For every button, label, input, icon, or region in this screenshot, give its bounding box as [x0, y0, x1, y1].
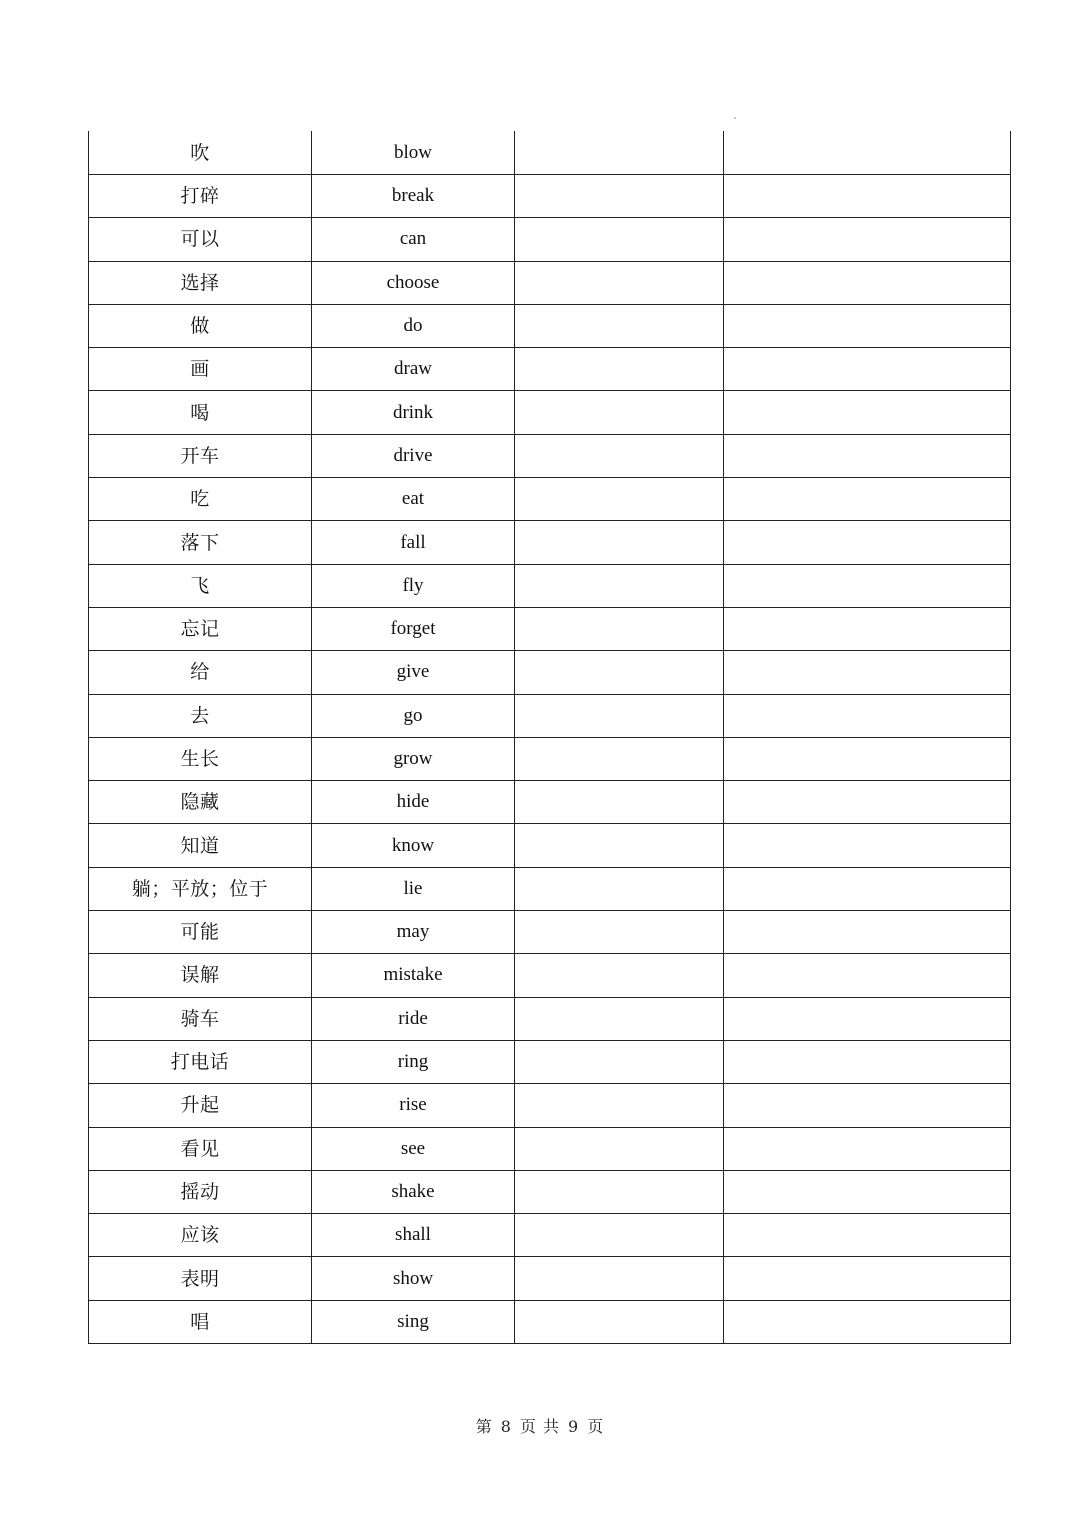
chinese-meaning-cell: 隐藏 [89, 781, 312, 824]
blank-answer-cell-participle[interactable] [724, 911, 1011, 954]
blank-answer-cell-past[interactable] [515, 1084, 724, 1127]
blank-answer-cell-past[interactable] [515, 261, 724, 304]
table-row [89, 911, 1011, 954]
table-row [89, 824, 1011, 867]
english-verb-cell: lie [312, 867, 515, 910]
chinese-meaning-cell: 打电话 [89, 1040, 312, 1083]
table-row [89, 867, 1011, 910]
english-verb-cell: ride [312, 997, 515, 1040]
table-row [89, 1127, 1011, 1170]
table-row [89, 781, 1011, 824]
chinese-meaning-cell: 应该 [89, 1214, 312, 1257]
english-verb-cell: rise [312, 1084, 515, 1127]
english-verb-cell: shake [312, 1170, 515, 1213]
table-row [89, 1084, 1011, 1127]
blank-answer-cell-participle[interactable] [724, 478, 1011, 521]
english-verb-cell: hide [312, 781, 515, 824]
blank-answer-cell-past[interactable] [515, 1300, 724, 1343]
chinese-meaning-cell: 去 [89, 694, 312, 737]
page-footer [0, 1414, 1080, 1437]
blank-answer-cell-past[interactable] [515, 218, 724, 261]
blank-answer-cell-participle[interactable] [724, 694, 1011, 737]
table-row [89, 304, 1011, 347]
english-verb-cell: know [312, 824, 515, 867]
blank-answer-cell-participle[interactable] [724, 175, 1011, 218]
blank-answer-cell-past[interactable] [515, 478, 724, 521]
vocabulary-table [88, 131, 1011, 1344]
table-row [89, 521, 1011, 564]
english-verb-cell: can [312, 218, 515, 261]
footer-total-pages: 9 [568, 1417, 580, 1436]
chinese-meaning-cell: 摇动 [89, 1170, 312, 1213]
blank-answer-cell-participle[interactable] [724, 651, 1011, 694]
english-verb-cell: show [312, 1257, 515, 1300]
table-row [89, 607, 1011, 650]
table-row [89, 1214, 1011, 1257]
blank-answer-cell-past[interactable] [515, 521, 724, 564]
blank-answer-cell-participle[interactable] [724, 218, 1011, 261]
english-verb-cell: mistake [312, 954, 515, 997]
english-verb-cell: eat [312, 478, 515, 521]
table-row [89, 1040, 1011, 1083]
table-row [89, 1300, 1011, 1343]
chinese-meaning-cell: 选择 [89, 261, 312, 304]
table-row [89, 131, 1011, 175]
table-row [89, 391, 1011, 434]
blank-answer-cell-participle[interactable] [724, 1214, 1011, 1257]
table-row [89, 175, 1011, 218]
blank-answer-cell-past[interactable] [515, 1257, 724, 1300]
chinese-meaning-cell: 打碎 [89, 175, 312, 218]
chinese-meaning-cell: 可以 [89, 218, 312, 261]
scan-dot [734, 117, 736, 119]
blank-answer-cell-past[interactable] [515, 867, 724, 910]
chinese-meaning-cell: 落下 [89, 521, 312, 564]
blank-answer-cell-participle[interactable] [724, 737, 1011, 780]
table-row [89, 1257, 1011, 1300]
english-verb-cell: ring [312, 1040, 515, 1083]
blank-answer-cell-past[interactable] [515, 1040, 724, 1083]
blank-answer-cell-participle[interactable] [724, 261, 1011, 304]
chinese-meaning-cell: 画 [89, 348, 312, 391]
blank-answer-cell-participle[interactable] [724, 564, 1011, 607]
blank-answer-cell-participle[interactable] [724, 304, 1011, 347]
footer-current-page: 8 [500, 1417, 512, 1436]
blank-answer-cell-participle[interactable] [724, 867, 1011, 910]
blank-answer-cell-participle[interactable] [724, 1257, 1011, 1300]
chinese-meaning-cell: 骑车 [89, 997, 312, 1040]
table-row [89, 1170, 1011, 1213]
table-row [89, 218, 1011, 261]
blank-answer-cell-past[interactable] [515, 997, 724, 1040]
blank-answer-cell-past[interactable] [515, 651, 724, 694]
table-row [89, 478, 1011, 521]
table-row [89, 737, 1011, 780]
english-verb-cell: give [312, 651, 515, 694]
footer-prefix: 第 [475, 1417, 493, 1436]
table-row [89, 997, 1011, 1040]
chinese-meaning-cell: 知道 [89, 824, 312, 867]
english-verb-cell: sing [312, 1300, 515, 1343]
blank-answer-cell-past[interactable] [515, 954, 724, 997]
chinese-meaning-cell: 给 [89, 651, 312, 694]
blank-answer-cell-past[interactable] [515, 348, 724, 391]
chinese-meaning-cell: 误解 [89, 954, 312, 997]
blank-answer-cell-participle[interactable] [724, 1170, 1011, 1213]
english-verb-cell: drive [312, 434, 515, 477]
blank-answer-cell-past[interactable] [515, 911, 724, 954]
blank-answer-cell-participle[interactable] [724, 607, 1011, 650]
footer-suffix: 页 [587, 1417, 605, 1436]
blank-answer-cell-participle[interactable] [724, 131, 1011, 175]
blank-answer-cell-past[interactable] [515, 1170, 724, 1213]
blank-answer-cell-past[interactable] [515, 781, 724, 824]
blank-answer-cell-participle[interactable] [724, 348, 1011, 391]
table-row [89, 261, 1011, 304]
table-row [89, 694, 1011, 737]
blank-answer-cell-participle[interactable] [724, 434, 1011, 477]
english-verb-cell: forget [312, 607, 515, 650]
english-verb-cell: fall [312, 521, 515, 564]
table-row [89, 651, 1011, 694]
blank-answer-cell-participle[interactable] [724, 391, 1011, 434]
blank-answer-cell-past[interactable] [515, 737, 724, 780]
english-verb-cell: drink [312, 391, 515, 434]
blank-answer-cell-participle[interactable] [724, 1127, 1011, 1170]
english-verb-cell: grow [312, 737, 515, 780]
blank-answer-cell-past[interactable] [515, 175, 724, 218]
blank-answer-cell-past[interactable] [515, 391, 724, 434]
blank-answer-cell-past[interactable] [515, 694, 724, 737]
chinese-meaning-cell: 升起 [89, 1084, 312, 1127]
blank-answer-cell-past[interactable] [515, 1214, 724, 1257]
chinese-meaning-cell: 唱 [89, 1300, 312, 1343]
blank-answer-cell-past[interactable] [515, 304, 724, 347]
chinese-meaning-cell: 可能 [89, 911, 312, 954]
chinese-meaning-cell: 生长 [89, 737, 312, 780]
vocabulary-table-body [89, 131, 1011, 1344]
blank-answer-cell-participle[interactable] [724, 954, 1011, 997]
blank-answer-cell-participle[interactable] [724, 781, 1011, 824]
chinese-meaning-cell: 躺；平放；位于 [89, 867, 312, 910]
chinese-meaning-cell: 表明 [89, 1257, 312, 1300]
english-verb-cell: blow [312, 131, 515, 175]
chinese-meaning-cell: 吃 [89, 478, 312, 521]
table-row [89, 954, 1011, 997]
blank-answer-cell-participle[interactable] [724, 997, 1011, 1040]
table-row [89, 434, 1011, 477]
english-verb-cell: may [312, 911, 515, 954]
blank-answer-cell-past[interactable] [515, 607, 724, 650]
chinese-meaning-cell: 开车 [89, 434, 312, 477]
chinese-meaning-cell: 看见 [89, 1127, 312, 1170]
chinese-meaning-cell: 做 [89, 304, 312, 347]
blank-answer-cell-past[interactable] [515, 824, 724, 867]
table-row [89, 564, 1011, 607]
blank-answer-cell-past[interactable] [515, 564, 724, 607]
english-verb-cell: go [312, 694, 515, 737]
english-verb-cell: do [312, 304, 515, 347]
blank-answer-cell-past[interactable] [515, 434, 724, 477]
english-verb-cell: draw [312, 348, 515, 391]
chinese-meaning-cell: 吹 [89, 131, 312, 175]
footer-middle: 页 共 [519, 1417, 561, 1436]
english-verb-cell: fly [312, 564, 515, 607]
english-verb-cell: see [312, 1127, 515, 1170]
chinese-meaning-cell: 喝 [89, 391, 312, 434]
blank-answer-cell-participle[interactable] [724, 1084, 1011, 1127]
blank-answer-cell-past[interactable] [515, 1127, 724, 1170]
english-verb-cell: shall [312, 1214, 515, 1257]
blank-answer-cell-past[interactable] [515, 131, 724, 175]
english-verb-cell: break [312, 175, 515, 218]
chinese-meaning-cell: 忘记 [89, 607, 312, 650]
blank-answer-cell-participle[interactable] [724, 824, 1011, 867]
english-verb-cell: choose [312, 261, 515, 304]
table-row [89, 348, 1011, 391]
blank-answer-cell-participle[interactable] [724, 1300, 1011, 1343]
blank-answer-cell-participle[interactable] [724, 521, 1011, 564]
blank-answer-cell-participle[interactable] [724, 1040, 1011, 1083]
chinese-meaning-cell: 飞 [89, 564, 312, 607]
